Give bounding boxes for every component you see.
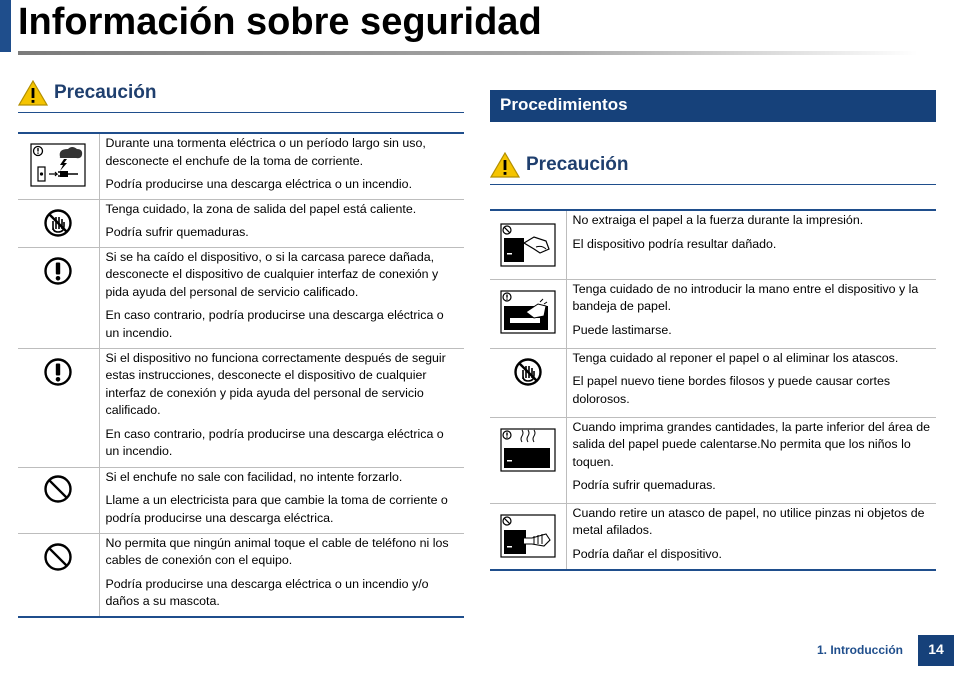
safety-text: Cuando retire un atasco de papel, no utilice pinzas ni objetos de metal afilados.: [572, 505, 925, 537]
procedures-title: Procedimientos: [500, 95, 628, 114]
safety-text: Durante una tormenta eléctrica o un período largo sin uso, desconecte el enchufe de la toma de corriente.: [105, 136, 426, 168]
safety-text: Tenga cuidado de no introducir la mano entre el dispositivo y la bandeja de papel.: [572, 281, 919, 313]
hand-in-tray-printer-icon: [500, 290, 556, 334]
right-safety-table: [490, 209, 936, 571]
right-caution-title: Precaución: [526, 154, 629, 175]
table-row: [18, 348, 464, 467]
table-row: [490, 417, 936, 503]
safety-text: Podría producirse una descarga eléctrica o un incendio.: [105, 177, 413, 191]
exclamation-circle-icon: [43, 256, 73, 286]
safety-text: No permita que ningún animal toque el cable de teléfono ni los cables de conexión con el equipo.: [105, 535, 449, 567]
safety-text: Tenga cuidado al reponer el papel o al eliminar los atascos.: [572, 350, 899, 365]
left-caution-heading: [18, 80, 156, 106]
table-row: [490, 503, 936, 570]
no-touch-hand-icon: [513, 357, 543, 387]
table-row: [490, 348, 936, 417]
safety-text: Cuando imprima grandes cantidades, la parte inferior del área de salida del papel puede calentarse.No permita que los niños lo toquen.: [572, 419, 930, 469]
title-underline: [18, 51, 918, 55]
exclamation-circle-icon: [43, 357, 73, 387]
right-caution-rule: [490, 184, 936, 185]
lightning-plug-icon: [30, 143, 86, 187]
safety-text: No extraiga el papel a la fuerza durante la impresión.: [572, 213, 864, 227]
no-touch-hand-icon: [43, 208, 73, 238]
left-safety-table: [18, 132, 464, 618]
page-title: Información sobre seguridad: [18, 1, 542, 43]
table-row: [18, 533, 464, 617]
right-caution-heading: [490, 152, 628, 178]
table-row: [18, 467, 464, 533]
safety-text: Podría sufrir quemaduras.: [105, 225, 249, 239]
safety-text: El dispositivo podría resultar dañado.: [572, 236, 777, 251]
page-number-badge: [918, 635, 954, 666]
safety-text: Si el dispositivo no funciona correctamente después de seguir estas instrucciones, desconecte el dispositivo de cualquier interfaz de conexión y pida ayuda del personal de servicio calificado.: [105, 350, 446, 417]
safety-text: En caso contrario, podría producirse una descarga eléctrica o un incendio.: [105, 308, 444, 340]
prohibited-icon: [43, 474, 73, 504]
safety-text: Llame a un electricista para que cambie la toma de corriente o podría producirse una descarga eléctrica.: [105, 493, 448, 525]
safety-text: Podría sufrir quemaduras.: [572, 478, 716, 492]
table-row: [18, 247, 464, 348]
table-row: [490, 210, 936, 279]
table-row: [18, 199, 464, 247]
left-caution-title: Precaución: [54, 82, 157, 103]
safety-text: Si se ha caído el dispositivo, o si la carcasa parece dañada, desconecte el dispositivo de cualquier interfaz de conexión y pida ayuda del personal de servicio calificado.: [105, 249, 439, 299]
safety-text: El papel nuevo tiene bordes filosos y puede causar cortes dolorosos.: [572, 374, 891, 406]
tweezers-printer-icon: [500, 514, 556, 558]
table-row: [490, 279, 936, 348]
left-caution-rule: [18, 112, 464, 113]
hot-output-printer-icon: [500, 428, 556, 472]
footer-section-link[interactable]: 1. Introducción: [817, 643, 904, 657]
procedures-section-bar: [490, 90, 936, 122]
paper-pull-printer-icon: [500, 223, 556, 267]
table-row: [18, 133, 464, 199]
prohibited-icon: [43, 542, 73, 572]
safety-text: Si el enchufe no sale con facilidad, no intente forzarlo.: [105, 469, 403, 484]
safety-text: Podría dañar el dispositivo.: [572, 546, 722, 561]
safety-text: Tenga cuidado, la zona de salida del papel está caliente.: [105, 201, 417, 216]
safety-text: En caso contrario, podría producirse una descarga eléctrica o un incendio.: [105, 426, 444, 458]
warning-triangle-icon: [490, 152, 520, 178]
page-number: 14: [928, 641, 944, 657]
title-accent-bar: [0, 0, 11, 52]
safety-text: Podría producirse una descarga eléctrica o un incendio y/o daños a su mascota.: [105, 576, 429, 608]
safety-text: Puede lastimarse.: [572, 322, 672, 337]
warning-triangle-icon: [18, 80, 48, 106]
